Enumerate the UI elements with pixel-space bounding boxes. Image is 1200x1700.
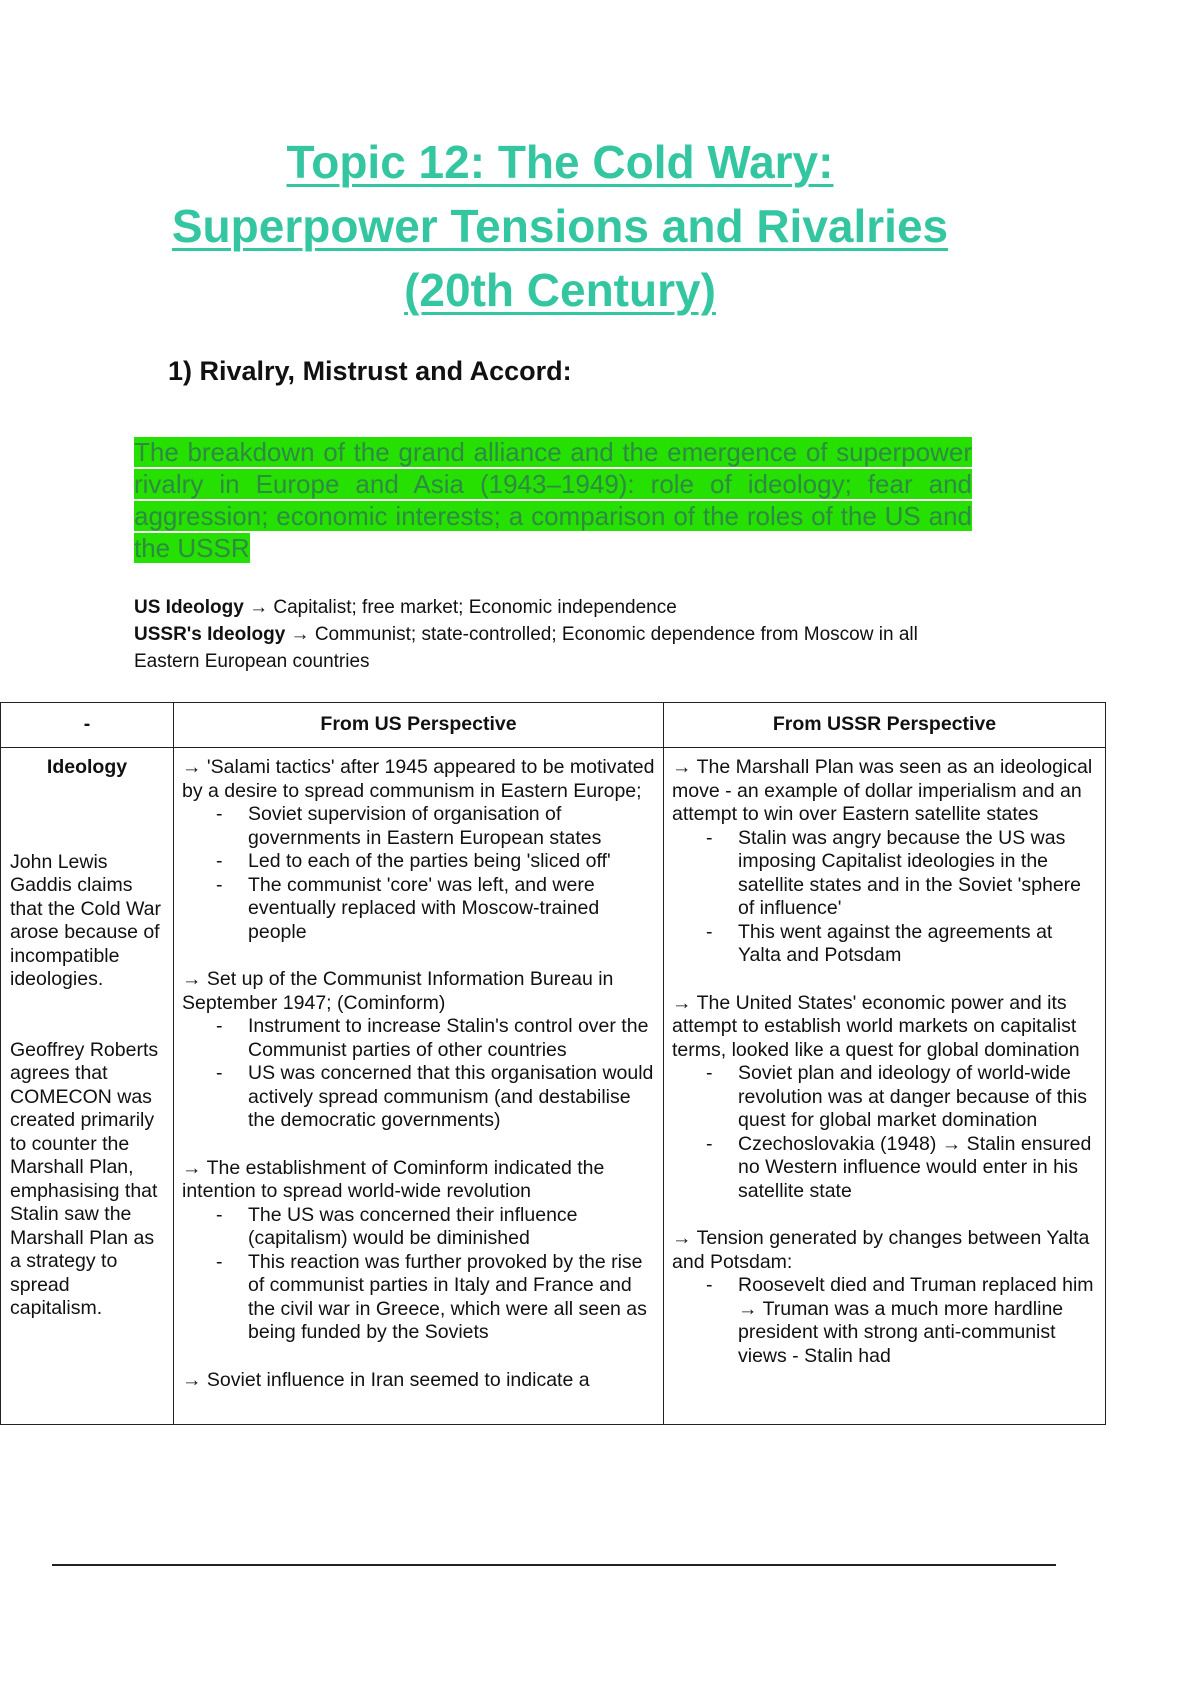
list-item: - This reaction was further provoked by the rise of communist parties in Italy and France and the civil war in Greece, which were all seen as being funded by the Soviets — [248, 1251, 655, 1345]
section-heading: 1) Rivalry, Mistrust and Accord: — [168, 356, 572, 386]
list-item: - Soviet plan and ideology of world-wide revolution was at danger because of this quest for global market domination — [738, 1062, 1097, 1133]
ussr-ideology-label: USSR's Ideology — [134, 624, 286, 645]
list-item: - Stalin was angry because the US was imposing Capitalist ideologies in the satellite states and in the Soviet 'sphere of influence' — [738, 827, 1097, 921]
paragraph-gap — [182, 944, 655, 968]
highlight-text: The breakdown of the grand alliance and the emergence of superpower rivalry in Europe and Asia (1943–1949): role of ideology; fear and aggression; economic interests; a comparison of the roles of the US and the USSR — [134, 437, 972, 563]
list-item: - Czechoslovakia (1948) → Stalin ensured no Western influence would enter in his satellite state — [738, 1133, 1097, 1204]
title-line-1: Topic 12: The Cold Wary: — [286, 136, 834, 188]
paragraph-gap — [182, 1133, 655, 1157]
row-label-cell — [1, 748, 174, 1425]
ussr-point: → The United States' economic power and its attempt to establish world markets on capitalist terms, looked like a quest for global domination — [672, 991, 1080, 1061]
us-sub-list — [182, 1015, 655, 1133]
us-ideology-line — [134, 594, 974, 621]
table-header-row — [1, 703, 1106, 748]
historian-note-gaddis: John Lewis Gaddis claims that the Cold War arose because of incompatible ideologies. — [10, 850, 162, 990]
paragraph-gap — [182, 1345, 655, 1369]
ussr-perspective-cell — [664, 748, 1106, 1425]
list-item: - Instrument to increase Stalin's control over the Communist parties of other countries — [248, 1015, 655, 1062]
bottom-divider — [52, 1564, 1056, 1566]
header-cell-blank: - — [1, 703, 174, 748]
ussr-ideology-line — [134, 621, 974, 675]
us-perspective-content — [174, 748, 663, 1392]
table-row — [1, 748, 1106, 1425]
list-item: - US was concerned that this organisation would actively spread communism (and destabilise the democratic governments) — [248, 1062, 655, 1133]
ussr-perspective-content — [664, 748, 1105, 1368]
ideology-summary — [134, 594, 974, 675]
ussr-sub-list — [672, 1274, 1097, 1368]
header-cell-us: From US Perspective — [174, 703, 664, 748]
us-point: → Soviet influence in Iran seemed to indicate a — [182, 1368, 590, 1391]
us-sub-list — [182, 803, 655, 944]
us-sub-list — [182, 1204, 655, 1345]
us-ideology-text: → Capitalist; free market; Economic independence — [243, 597, 677, 618]
ussr-sub-list — [672, 827, 1097, 968]
list-item: - The communist 'core' was left, and were eventually replaced with Moscow-trained people — [248, 874, 655, 945]
list-item: - Led to each of the parties being 'sliced off' — [248, 850, 655, 874]
highlighted-topic-text — [134, 436, 972, 564]
historian-note-roberts: Geoffrey Roberts agrees that COMECON was created primarily to counter the Marshall Plan, emphasising that Stalin saw the Marshall Plan as a strategy to spread capitalism. — [10, 1038, 159, 1319]
header-cell-ussr: From USSR Perspective — [664, 703, 1106, 748]
us-point: → 'Salami tactics' after 1945 appeared to be motivated by a desire to spread communism in Eastern Europe; — [182, 756, 655, 802]
us-perspective-cell — [174, 748, 664, 1425]
ussr-sub-list — [672, 1062, 1097, 1203]
comparison-table — [0, 702, 1106, 1425]
us-point: → Set up of the Communist Information Bureau in September 1947; (Cominform) — [182, 968, 614, 1014]
list-item: - The US was concerned their influence (capitalism) would be diminished — [248, 1204, 655, 1251]
us-point: → The establishment of Cominform indicated the intention to spread world-wide revolution — [182, 1156, 605, 1202]
ussr-point: → The Marshall Plan was seen as an ideological move - an example of dollar imperialism and an attempt to win over Eastern satellite states — [672, 756, 1093, 825]
title-line-3: (20th Century) — [404, 264, 716, 316]
paragraph-gap — [672, 1203, 1097, 1227]
title-line-2: Superpower Tensions and Rivalries — [171, 200, 949, 252]
us-ideology-label: US Ideology — [134, 597, 244, 618]
row-label: Ideology — [46, 756, 128, 778]
list-item: - Soviet supervision of organisation of governments in Eastern European states — [248, 803, 655, 850]
ussr-point: → Tension generated by changes between Yalta and Potsdam: — [672, 1227, 1090, 1273]
paragraph-gap — [672, 968, 1097, 992]
ussr-ideology-text: → Communist; state-controlled; Economic dependence from Moscow in all Eastern European countries — [134, 624, 918, 672]
list-item: - Roosevelt died and Truman replaced him → Truman was a much more hardline president with strong anti-communist views - Stalin had — [738, 1274, 1097, 1368]
document-title — [0, 130, 1120, 322]
list-item: - This went against the agreements at Yalta and Potsdam — [738, 921, 1097, 968]
